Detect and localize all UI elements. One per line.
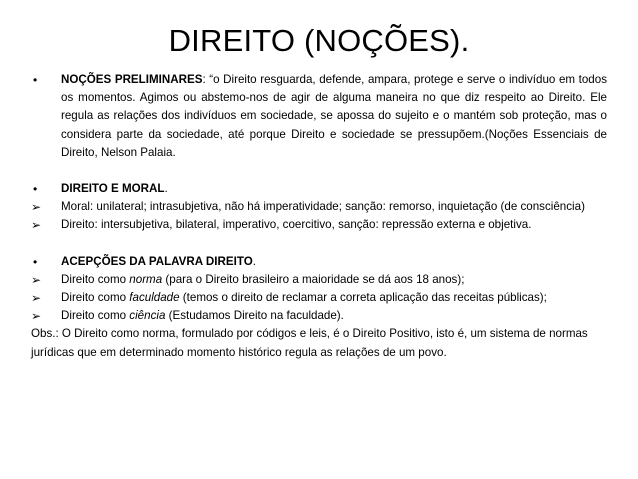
bullet-dot-icon: • xyxy=(33,73,38,87)
slide-body xyxy=(31,71,607,362)
bullet-dot-icon: • xyxy=(33,254,38,269)
bullet-acepcoes xyxy=(31,253,607,271)
section-heading: NOÇÕES PRELIMINARES xyxy=(61,73,203,86)
arrow-bullet-icon: ➢ xyxy=(31,272,42,287)
bullet-direito-e-moral xyxy=(31,180,607,198)
subitem-ciencia xyxy=(31,307,607,325)
section-heading: DIREITO E MORAL xyxy=(61,182,165,196)
subitem-text: Direito: intersubjetiva, bilateral, imperativo, coercitivo, sanção: repressão externa e objetiva. xyxy=(61,218,532,232)
arrow-bullet-icon: ➢ xyxy=(31,200,42,215)
spacer xyxy=(31,162,607,180)
subitem-text-after: (para o Direito brasileiro a maioridade se dá aos 18 anos); xyxy=(162,272,465,286)
subitem-term: ciência xyxy=(129,309,166,323)
subitem-moral xyxy=(31,198,607,216)
bullet-nocoes-preliminares xyxy=(31,71,607,162)
section-heading-suffix: . xyxy=(252,254,256,268)
section-heading-suffix: . xyxy=(164,182,168,196)
subitem-term: norma xyxy=(129,272,163,286)
observation-text: Obs.: O Direito como norma, formulado por códigos e leis, é o Direito Positivo, isto é, um sistema de normas jurídicas que em determinado momento histórico regula as relações de um povo. xyxy=(31,327,588,359)
subitem-norma xyxy=(31,271,607,289)
subitem-text-before: Direito como xyxy=(61,309,130,323)
subitem-text-after: (temos o direito de reclamar a correta aplicação das receitas públicas); xyxy=(179,291,547,305)
arrow-bullet-icon: ➢ xyxy=(31,309,42,324)
spacer xyxy=(31,235,607,253)
subitem-text: Moral: unilateral; intrasubjetiva, não há imperatividade; sanção: remorso, inquietação (de consciência) xyxy=(61,200,585,214)
slide-title: DIREITO (NOÇÕES). xyxy=(168,23,470,58)
arrow-bullet-icon: ➢ xyxy=(31,218,42,233)
bullet-dot-icon: • xyxy=(33,182,38,197)
subitem-text-before: Direito como xyxy=(61,272,130,286)
section-text: : “o Direito resguarda, defende, ampara, protege e serve o indivíduo em todos os momentos. Agimos ou abstemo-nos de agir de alguma maneira no que diz respeito ao Direito. Ele regula as relações dos indivíduos em sociedade, se apossa do sujeito e o mantém sob proteção, mas o considera parte da sociedade, até porque Direito e sociedade se pressupõem.(Noções Essenciais de Direito, Nelson Palaia. xyxy=(61,73,607,159)
subitem-term: faculdade xyxy=(129,291,180,305)
subitem-faculdade xyxy=(31,289,607,307)
subitem-text-before: Direito como xyxy=(61,291,130,305)
subitem-direito xyxy=(31,216,607,234)
subitem-text-after: (Estudamos Direito na faculdade). xyxy=(165,309,344,323)
section-heading: ACEPÇÕES DA PALAVRA DIREITO xyxy=(61,254,253,268)
arrow-bullet-icon: ➢ xyxy=(31,291,42,306)
